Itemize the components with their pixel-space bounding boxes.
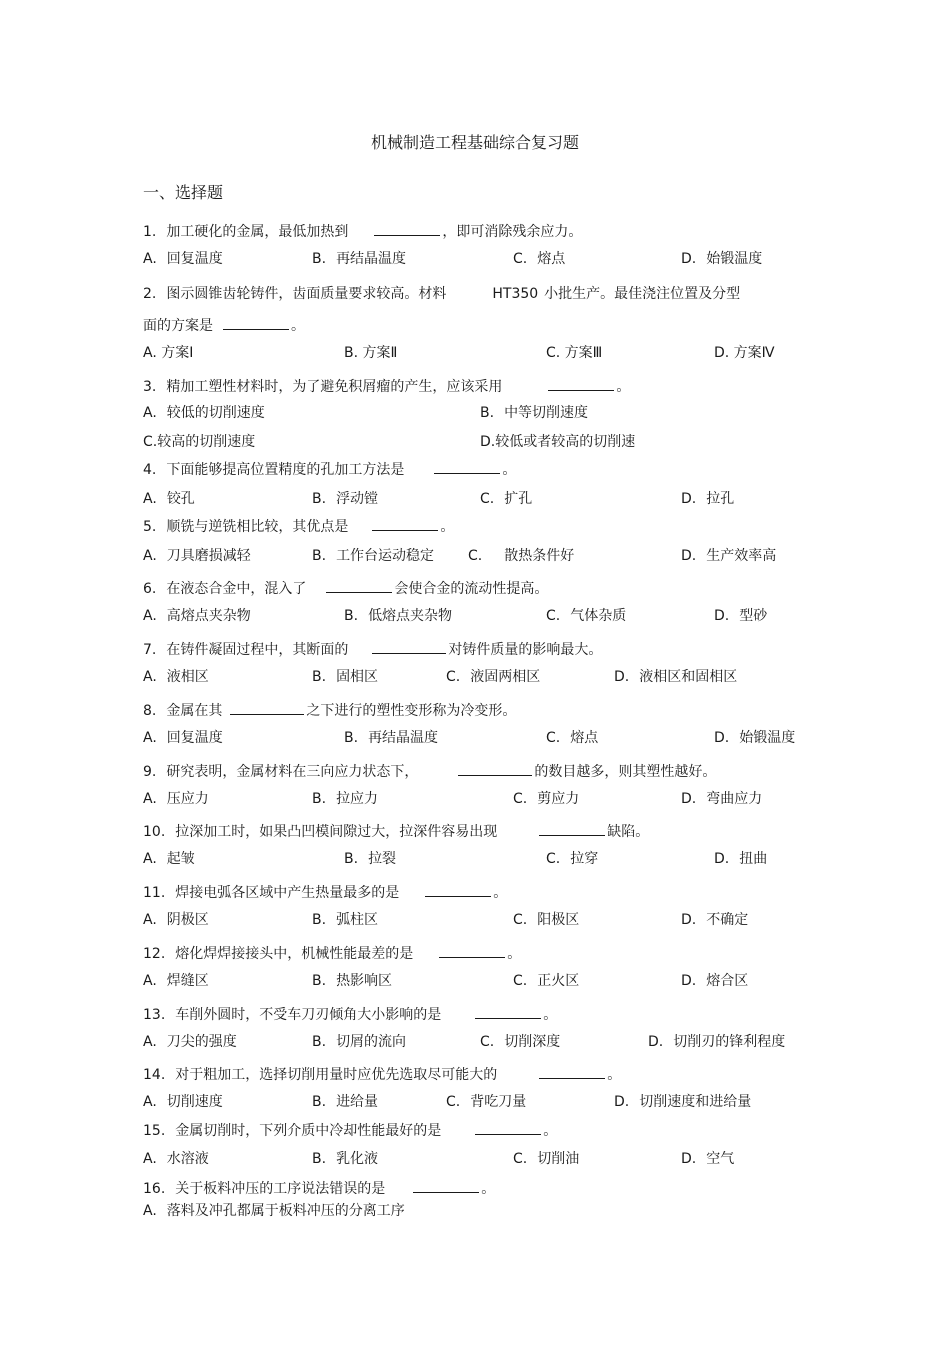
question-number: 9. <box>143 764 157 780</box>
option-b: B. 弧柱区 <box>312 912 379 928</box>
option-a: A. 落料及冲孔都属于板料冲压的分离工序 <box>143 1203 405 1219</box>
option-b: B. 再结晶温度 <box>344 730 439 746</box>
answer-blank <box>413 1178 479 1193</box>
option-d: D. 空气 <box>681 1151 735 1167</box>
question-text: 精加工塑性材料时，为了避免积屑瘤的产生，应该采用 <box>166 379 503 395</box>
option-b: B. 乳化液 <box>312 1151 379 1167</box>
question-text: 研究表明，金属材料在三向应力状态下， <box>166 764 419 780</box>
question-1 <box>143 221 582 241</box>
answer-blank <box>539 821 605 836</box>
question-11: 11. 焊接电弧各区域中产生热量最多的是 。 <box>143 882 507 902</box>
option-c: C. 切削深度 <box>480 1034 561 1050</box>
option-c: C. 方案Ⅲ <box>546 345 603 361</box>
answer-blank <box>372 639 446 654</box>
question-text: 在液态合金中，混入了 <box>166 581 307 597</box>
question-10: 10. 拉深加工时，如果凸凹模间隙过大，拉深件容易出现 缺陷。 <box>143 821 649 841</box>
option-c: C. 液固两相区 <box>446 669 541 685</box>
question-number: 16. <box>143 1181 166 1197</box>
answer-blank <box>458 761 532 776</box>
question-number: 13. <box>143 1007 166 1023</box>
option-a: A. 方案Ⅰ <box>143 345 194 361</box>
option-d: D. 扭曲 <box>714 851 768 867</box>
answer-blank <box>475 1004 541 1019</box>
question-number: 1. <box>143 224 157 240</box>
option-b: B. 切屑的流向 <box>312 1034 407 1050</box>
option-d: D. 始锻温度 <box>714 730 796 746</box>
question-number: 5. <box>143 519 157 535</box>
question-text-end: ，即可消除残余应力。 <box>442 224 583 240</box>
option-c: C. 背吃刀量 <box>446 1094 527 1110</box>
question-text: 熔化焊焊接接头中，机械性能最差的是 <box>175 946 414 962</box>
option-b: B. 低熔点夹杂物 <box>344 608 453 624</box>
question-14: 14. 对于粗加工，选择切削用量时应优先选取尽可能大的 。 <box>143 1064 621 1084</box>
option-d: D. 切削刃的锋利程度 <box>648 1034 786 1050</box>
option-a: A. 压应力 <box>143 791 209 807</box>
option-a: A. 阴极区 <box>143 912 209 928</box>
question-text: 面的方案是 <box>143 318 213 334</box>
question-7: 7. 在铸件凝固过程中，其断面的 对铸件质量的影响最大。 <box>143 639 602 659</box>
question-number: 15. <box>143 1123 166 1139</box>
answer-blank <box>230 700 304 715</box>
option-a: A. 铰孔 <box>143 491 195 507</box>
question-text: 拉深加工时，如果凸凹模间隙过大，拉深件容易出现 <box>175 824 498 840</box>
option-d: D. 熔合区 <box>681 973 749 989</box>
option-c: C. 熔点 <box>513 251 566 267</box>
question-2-continued: 面的方案是 。 <box>143 315 305 335</box>
option-c: C. 切削油 <box>513 1151 580 1167</box>
question-text: 图示圆锥齿轮铸件，齿面质量要求较高。材料 <box>166 286 447 302</box>
question-text-end: 小批生产。最佳浇注位置及分型 <box>544 286 741 302</box>
option-c: C. 剪应力 <box>513 791 580 807</box>
question-16: 16. 关于板料冲压的工序说法错误的是 。 <box>143 1178 495 1198</box>
question-number: 4. <box>143 462 157 478</box>
question-number: 12. <box>143 946 166 962</box>
option-d: D. 切削速度和进给量 <box>614 1094 752 1110</box>
option-a: A. 刀具磨损减轻 <box>143 548 251 564</box>
question-13: 13. 车削外圆时，不受车刀刃倾角大小影响的是 。 <box>143 1004 557 1024</box>
option-b: B. 拉裂 <box>344 851 397 867</box>
question-8: 8. 金属在其 之下进行的塑性变形称为冷变形。 <box>143 700 516 720</box>
question-number: 11. <box>143 885 166 901</box>
option-a: A. 起皱 <box>143 851 195 867</box>
question-text: 车削外圆时，不受车刀刃倾角大小影响的是 <box>175 1007 442 1023</box>
option-c: C. 气体杂质 <box>546 608 627 624</box>
question-number: 3. <box>143 379 157 395</box>
question-number: 2. <box>143 286 157 302</box>
question-4: 4. 下面能够提高位置精度的孔加工方法是 。 <box>143 459 516 479</box>
question-text: 下面能够提高位置精度的孔加工方法是 <box>166 462 405 478</box>
option-b: B. 方案Ⅱ <box>344 345 398 361</box>
option-c: C. 拉穿 <box>546 851 599 867</box>
option-b: B. 中等切削速度 <box>480 405 589 421</box>
option-c: C. 熔点 <box>546 730 599 746</box>
answer-blank <box>326 578 392 593</box>
answer-blank <box>374 221 440 236</box>
answer-blank <box>439 943 505 958</box>
question-5: 5. 顺铣与逆铣相比较，其优点是 。 <box>143 516 454 536</box>
option-a: A. 较低的切削速度 <box>143 405 265 421</box>
option-b: B. 再结晶温度 <box>312 251 407 267</box>
section-heading: 一、选择题 <box>143 183 224 202</box>
option-d: D. 始锻温度 <box>681 251 763 267</box>
question-number: 7. <box>143 642 157 658</box>
question-text: 加工硬化的金属，最低加热到 <box>166 224 349 240</box>
option-b: B. 拉应力 <box>312 791 379 807</box>
option-b: B. 固相区 <box>312 669 379 685</box>
question-text: 金属在其 <box>166 703 223 719</box>
document-title: 机械制造工程基础综合复习题 <box>370 133 579 152</box>
option-b: B. 热影响区 <box>312 973 393 989</box>
question-text: 对于粗加工，选择切削用量时应优先选取尽可能大的 <box>175 1067 498 1083</box>
option-b: B. 工作台运动稳定 <box>312 548 435 564</box>
question-number: 14. <box>143 1067 166 1083</box>
option-d: D. 型砂 <box>714 608 768 624</box>
question-text: 顺铣与逆铣相比较，其优点是 <box>166 519 349 535</box>
option-a: A. 回复温度 <box>143 251 223 267</box>
option-a: A. 刀尖的强度 <box>143 1034 237 1050</box>
question-2 <box>143 283 740 303</box>
question-15: 15. 金属切削时，下列介质中冷却性能最好的是 。 <box>143 1120 557 1140</box>
answer-blank <box>223 315 289 330</box>
option-d: D. 方案Ⅳ <box>714 345 775 361</box>
option-b: B. 进给量 <box>312 1094 379 1110</box>
option-c: C. 阳极区 <box>513 912 580 928</box>
option-a: A. 液相区 <box>143 669 209 685</box>
material-code: HT350 <box>492 286 539 302</box>
question-12: 12. 熔化焊焊接接头中，机械性能最差的是 。 <box>143 943 521 963</box>
question-text: 在铸件凝固过程中，其断面的 <box>166 642 349 658</box>
option-d: D. 不确定 <box>681 912 749 928</box>
option-a: A. 水溶液 <box>143 1151 209 1167</box>
answer-blank <box>539 1064 605 1079</box>
answer-blank <box>548 376 614 391</box>
option-a: A. 焊缝区 <box>143 973 209 989</box>
question-9: 9. 研究表明，金属材料在三向应力状态下， 的数目越多，则其塑性越好。 <box>143 761 716 781</box>
option-a: A. 回复温度 <box>143 730 223 746</box>
option-d: D. 拉孔 <box>681 491 735 507</box>
answer-blank <box>372 516 438 531</box>
option-d: D.较低或者较高的切削速 <box>480 434 636 450</box>
question-number: 6. <box>143 581 157 597</box>
question-text: 金属切削时，下列介质中冷却性能最好的是 <box>175 1123 442 1139</box>
answer-blank <box>425 882 491 897</box>
option-c: C. 正火区 <box>513 973 580 989</box>
option-c: C. 散热条件好 <box>468 548 575 564</box>
option-a: A. 高熔点夹杂物 <box>143 608 251 624</box>
option-d: D. 液相区和固相区 <box>614 669 738 685</box>
question-3: 3. 精加工塑性材料时，为了避免积屑瘤的产生，应该采用 。 <box>143 376 630 396</box>
question-text: 关于板料冲压的工序说法错误的是 <box>175 1181 386 1197</box>
option-a: A. 切削速度 <box>143 1094 223 1110</box>
option-b: B. 浮动镗 <box>312 491 379 507</box>
question-text: 焊接电弧各区域中产生热量最多的是 <box>175 885 400 901</box>
answer-blank <box>475 1120 541 1135</box>
question-number: 10. <box>143 824 166 840</box>
question-number: 8. <box>143 703 157 719</box>
option-c: C. 扩孔 <box>480 491 533 507</box>
option-d: D. 弯曲应力 <box>681 791 763 807</box>
option-d: D. 生产效率高 <box>681 548 777 564</box>
option-c: C.较高的切削速度 <box>143 434 256 450</box>
question-6: 6. 在液态合金中，混入了 会使合金的流动性提高。 <box>143 578 548 598</box>
answer-blank <box>434 459 500 474</box>
